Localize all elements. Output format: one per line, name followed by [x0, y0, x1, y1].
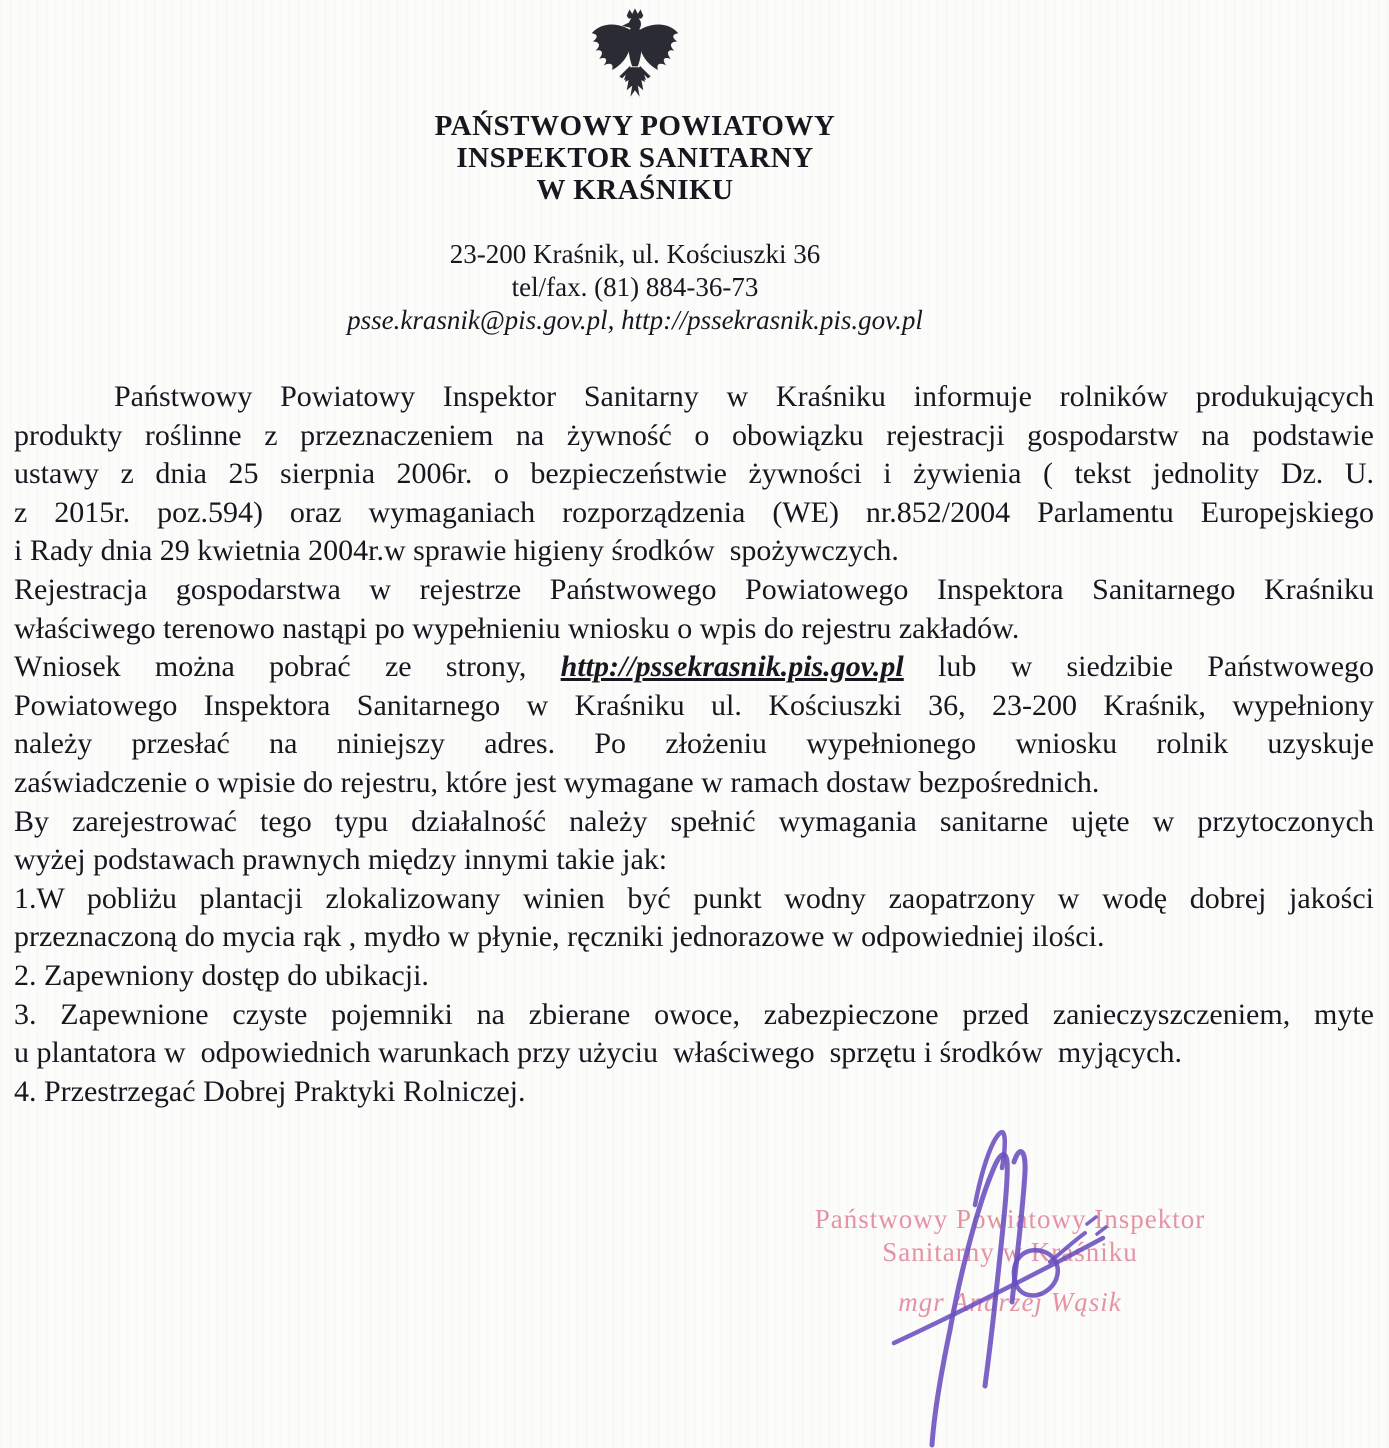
body-line: 2. Zapewniony dostęp do ubikacji.: [14, 958, 429, 992]
body-line: u plantatora w odpowiednich warunkach przy użyciu właściwego sprzętu i środków myjących.: [14, 1036, 1182, 1070]
body-line: i Rady dnia 29 kwietnia 2004r.w sprawie higieny środków spożywczych.: [14, 534, 899, 568]
body-line: z 2015r. poz.594) oraz wymaganiach rozporządzenia (WE) nr.852/2004 Parlamentu Europejskiego: [14, 495, 1374, 529]
body-line: 1.W pobliżu plantacji zlokalizowany winien być punkt wodny zaopatrzony w wodę dobrej jakości: [14, 881, 1374, 915]
body-line: należy przesłać na niniejszy adres. Po złożeniu wypełnionego wniosku rolnik uzyskuje: [14, 727, 1374, 761]
org-line-2: INSPEKTOR SANITARNY: [456, 142, 814, 174]
organization-name: [0, 110, 1270, 206]
body-line: Powiatowego Inspektora Sanitarnego w Kraśniku ul. Kościuszki 36, 23-200 Kraśnik, wypełniony: [14, 688, 1374, 722]
stamp-title-line-2: Sanitarny w Kraśniku: [882, 1237, 1138, 1267]
body-line: zaświadczenie o wpisie do rejestru, które jest wymagane w ramach dostaw bezpośrednich.: [14, 765, 1100, 799]
body-line: ustawy z dnia 25 sierpnia 2006r. o bezpieczeństwie żywności i żywienia ( tekst jednolity Dz. U.: [14, 457, 1374, 491]
inspector-stamp: [750, 1203, 1270, 1319]
body-line: [14, 648, 1374, 687]
stamp-title-line-1: Państwowy Powiatowy Inspektor: [814, 1204, 1206, 1234]
body-line-text: lub w siedzibie Państwowego: [903, 650, 1375, 684]
body-line: produkty roślinne z przeznaczeniem na żywność o obowiązku rejestracji gospodarstw na podstawie: [14, 418, 1374, 452]
body-line: By zarejestrować tego typu działalność należy spełnić wymagania sanitarne ujęte w przytoczonych: [14, 804, 1374, 838]
body-line-text: Wniosek można pobrać ze strony,: [14, 650, 561, 684]
body-line: 3. Zapewnione czyste pojemniki na zbierane owoce, zabezpieczone przed zanieczyszczeniem, myte: [14, 997, 1374, 1031]
email-web-line: psse.krasnik@pis.gov.pl, http://pssekrasnik.pis.gov.pl: [347, 305, 923, 335]
registration-form-url: http://pssekrasnik.pis.gov.pl: [560, 650, 904, 684]
stamp-signer-name: mgr Andrzej Wąsik: [898, 1287, 1122, 1317]
body-text: [14, 378, 1374, 1111]
phone-line: tel/fax. (81) 884-36-73: [511, 272, 759, 302]
polish-eagle-emblem: [589, 8, 681, 110]
org-line-3: W KRAŚNIKU: [536, 174, 734, 206]
body-line: 4. Przestrzegać Dobrej Praktyki Rolniczej.: [14, 1074, 526, 1108]
address-line: 23-200 Kraśnik, ul. Kościuszki 36: [449, 239, 821, 269]
contact-block: [0, 238, 1270, 337]
org-line-1: PAŃSTWOWY POWIATOWY: [434, 110, 836, 142]
body-line: przeznaczoną do mycia rąk , mydło w płynie, ręczniki jednorazowe w odpowiedniej ilości.: [14, 920, 1105, 954]
body-line: Państwowy Powiatowy Inspektor Sanitarny w Kraśniku informuje rolników produkujących: [114, 380, 1374, 413]
body-line: wyżej podstawach prawnych między innymi takie jak:: [14, 843, 668, 877]
body-line: Rejestracja gospodarstwa w rejestrze Państwowego Powiatowego Inspektora Sanitarnego Kraśniku: [14, 572, 1374, 606]
body-line: właściwego terenowo nastąpi po wypełnieniu wniosku o wpis do rejestru zakładów.: [14, 611, 1020, 645]
